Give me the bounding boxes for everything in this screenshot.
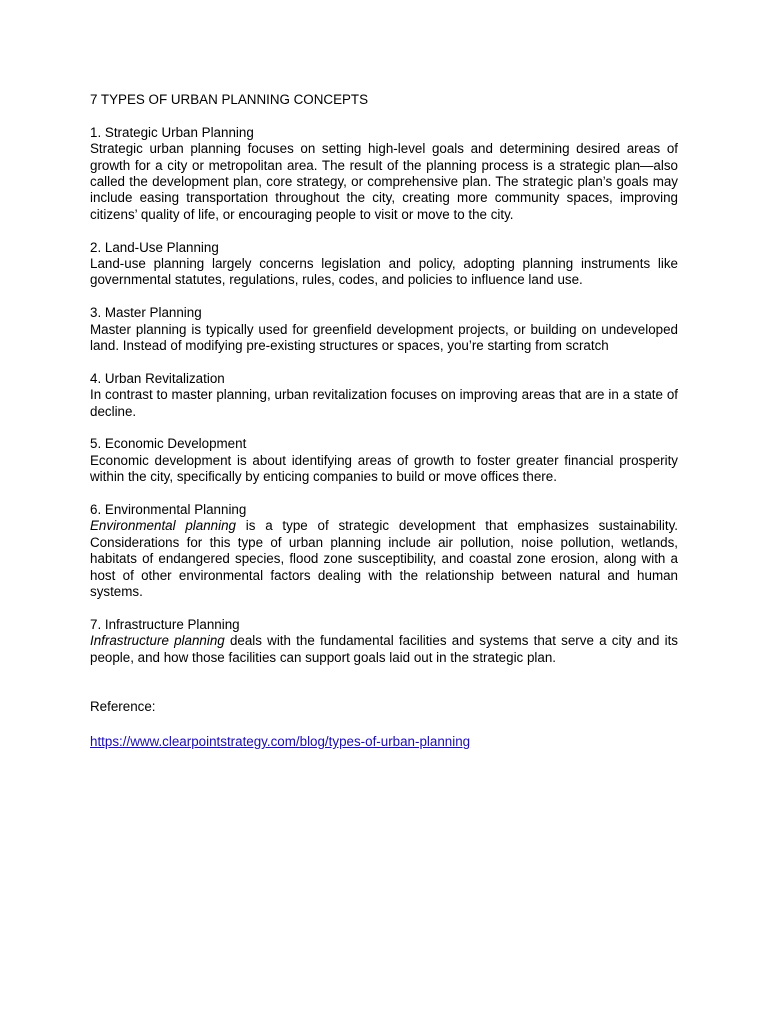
section-heading: 3. Master Planning: [90, 305, 202, 321]
section-urban-revitalization: [90, 371, 678, 420]
section-economic-development: [90, 436, 678, 485]
section-body: [90, 518, 678, 600]
section-heading: 7. Infrastructure Planning: [90, 616, 240, 632]
section-body: [90, 322, 678, 355]
section-text: Land-use planning largely concerns legislation and policy, adopting planning instruments like governmental statutes, regulations, rules, codes, and policies to influence land use.: [90, 256, 678, 288]
section-text: In contrast to master planning, urban revitalization focuses on improving areas that are in a state of decline.: [90, 387, 678, 419]
document-title: 7 TYPES OF URBAN PLANNING CONCEPTS: [90, 92, 369, 107]
section-heading: 4. Urban Revitalization: [90, 370, 225, 386]
section-body: [90, 453, 678, 486]
section-strategic-urban-planning: [90, 125, 678, 223]
reference-label: Reference:: [90, 698, 156, 714]
document-page: [90, 92, 678, 751]
reference-link[interactable]: https://www.clearpointstrategy.com/blog/types-of-urban-planning: [90, 734, 471, 750]
section-land-use-planning: [90, 240, 678, 289]
section-body: [90, 387, 678, 420]
section-body: [90, 633, 678, 666]
section-environmental-planning: [90, 502, 678, 600]
section-heading: 5. Economic Development: [90, 436, 247, 452]
section-master-planning: [90, 305, 678, 354]
section-text: Strategic urban planning focuses on setting high-level goals and determining desired areas of growth for a city or metropolitan area. The result of the planning process is a strategic plan—also called the development plan, core strategy, or comprehensive plan. The strategic plan’s goals may include easing transportation throughout the city, creating more community spaces, improving citizens’ quality of life, or encouraging people to visit or move to the city.: [90, 141, 678, 222]
section-body: [90, 256, 678, 289]
section-body: [90, 141, 678, 223]
section-lead-italic: Infrastructure planning: [90, 633, 225, 649]
section-lead-italic: Environmental planning: [90, 518, 236, 534]
section-text: Master planning is typically used for greenfield development projects, or building on undeveloped land. Instead of modifying pre-existing structures or spaces, you’re starting from scratch: [90, 321, 678, 354]
section-text: Economic development is about identifying areas of growth to foster greater financial prosperity within the city, specifically by enticing companies to build or move offices there.: [90, 452, 678, 485]
section-heading: 6. Environmental Planning: [90, 502, 247, 518]
section-infrastructure-planning: [90, 617, 678, 666]
section-heading: 1. Strategic Urban Planning: [90, 124, 254, 140]
section-heading: 2. Land-Use Planning: [90, 239, 219, 255]
section-text: is a type of strategic development that emphasizes sustainability. Considerations for this type of urban planning include air pollution, noise pollution, wetlands, habitats of endangered species, flood zone susceptibility, and coastal zone erosion, along with a host of other environmental factors dealing with the relationship between natural and human systems.: [90, 518, 678, 600]
section-text: deals with the fundamental facilities and systems that serve a city and its people, and how those facilities can support goals laid out in the strategic plan.: [90, 633, 678, 665]
